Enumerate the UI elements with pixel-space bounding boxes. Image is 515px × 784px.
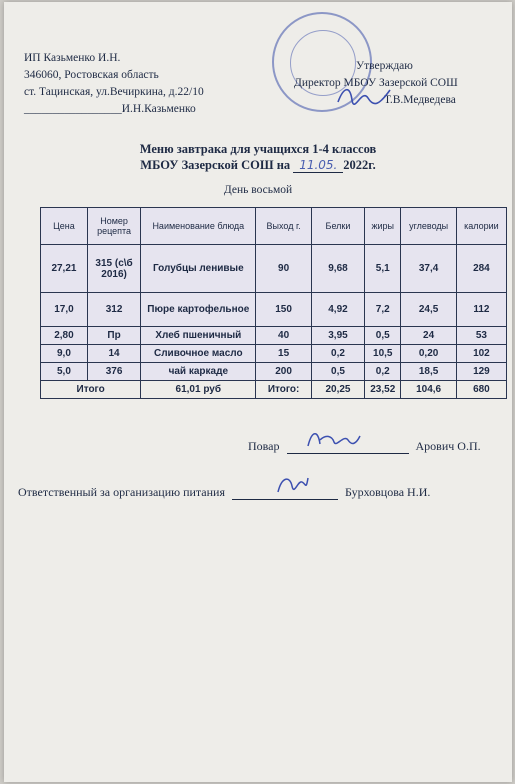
cook-signature xyxy=(304,426,364,452)
cell-fats: 0,2 xyxy=(365,363,401,381)
table-row xyxy=(41,245,507,293)
header-left xyxy=(24,50,204,118)
cell-fats: 5,1 xyxy=(365,245,401,293)
cook-label: Повар xyxy=(248,439,280,453)
header-left-line2: 346060, Ростовская область xyxy=(24,69,159,81)
header-left-line4: _________________И.Н.Казьменко xyxy=(24,103,196,115)
cell-kcal: 102 xyxy=(456,345,506,363)
responsible-signature xyxy=(272,472,312,498)
cell-proteins: 4,92 xyxy=(311,293,364,327)
cell-recipe: 14 xyxy=(87,345,140,363)
cell-carbs: 18,5 xyxy=(401,363,456,381)
menu-title: Меню завтрака для учащихся 1-4 классов xyxy=(139,142,377,156)
cook-signature-blank xyxy=(287,453,409,454)
col-kcal: калории xyxy=(456,208,506,245)
responsible-signature-line xyxy=(18,485,430,500)
cell-proteins: 0,5 xyxy=(311,363,364,381)
total-label: Итого xyxy=(41,381,141,399)
menu-date: 11.05. xyxy=(293,158,343,173)
cell-proteins: 0,2 xyxy=(311,345,364,363)
approve-label: Утверждаю xyxy=(356,60,413,72)
cell-carbs: 37,4 xyxy=(401,245,456,293)
responsible-signature-blank xyxy=(232,499,338,500)
cell-dish: Сливочное масло xyxy=(141,345,256,363)
total-label-2: Итого: xyxy=(256,381,311,399)
cell-yield: 200 xyxy=(256,363,311,381)
col-proteins: Белки xyxy=(311,208,364,245)
cell-price: 5,0 xyxy=(41,363,88,381)
cell-fats: 0,5 xyxy=(365,327,401,345)
cell-proteins: 3,95 xyxy=(311,327,364,345)
cell-proteins: 9,68 xyxy=(311,245,364,293)
cell-dish: Голубцы ленивые xyxy=(141,245,256,293)
table-row xyxy=(41,345,507,363)
col-dish: Наименование блюда xyxy=(141,208,256,245)
cell-yield: 15 xyxy=(256,345,311,363)
cell-yield: 90 xyxy=(256,245,311,293)
cell-dish: Пюре картофельное xyxy=(141,293,256,327)
cell-carbs: 24 xyxy=(401,327,456,345)
cell-yield: 40 xyxy=(256,327,311,345)
cell-price: 2,80 xyxy=(41,327,88,345)
cell-carbs: 0,20 xyxy=(401,345,456,363)
table-row xyxy=(41,363,507,381)
cell-kcal: 129 xyxy=(456,363,506,381)
menu-table xyxy=(40,207,507,399)
total-row xyxy=(41,381,507,399)
cell-kcal: 112 xyxy=(456,293,506,327)
table-row xyxy=(41,293,507,327)
cell-recipe: Пр xyxy=(87,327,140,345)
cell-recipe: 315 (с\б 2016) xyxy=(87,245,140,293)
responsible-label: Ответственный за организацию питания xyxy=(18,485,225,499)
table-row xyxy=(41,327,507,345)
header-left-line3: ст. Тацинская, ул.Вечиркина, д.22/10 xyxy=(24,86,204,98)
day-label: День восьмой xyxy=(223,184,293,196)
cell-fats: 7,2 xyxy=(365,293,401,327)
cell-dish: Хлеб пшеничный xyxy=(141,327,256,345)
cook-name: Арович О.П. xyxy=(415,439,481,453)
total-kcal: 680 xyxy=(456,381,506,399)
cell-price: 17,0 xyxy=(41,293,88,327)
total-fats: 23,52 xyxy=(365,381,401,399)
menu-subtitle xyxy=(4,158,512,173)
cell-price: 27,21 xyxy=(41,245,88,293)
cell-carbs: 24,5 xyxy=(401,293,456,327)
total-price: 61,01 руб xyxy=(141,381,256,399)
director-name: Т.В.Медведева xyxy=(384,94,456,106)
total-proteins: 20,25 xyxy=(311,381,364,399)
responsible-name: Бурховцова Н.И. xyxy=(345,485,431,499)
col-recipe: Номер рецепта xyxy=(87,208,140,245)
subtitle-year: 2022г. xyxy=(343,158,376,172)
col-fats: жиры xyxy=(365,208,401,245)
director-signature xyxy=(334,80,394,110)
table-header-row xyxy=(41,208,507,245)
cell-dish: чай каркаде xyxy=(141,363,256,381)
cell-fats: 10,5 xyxy=(365,345,401,363)
cell-kcal: 53 xyxy=(456,327,506,345)
header-left-line1: ИП Казьменко И.Н. xyxy=(24,52,121,64)
col-carbs: углеводы xyxy=(401,208,456,245)
cell-price: 9,0 xyxy=(41,345,88,363)
document-page xyxy=(4,2,512,782)
cell-yield: 150 xyxy=(256,293,311,327)
subtitle-prefix: МБОУ Зазерской СОШ на xyxy=(140,158,291,172)
cook-signature-line xyxy=(248,439,481,454)
col-price: Цена xyxy=(41,208,88,245)
col-yield: Выход г. xyxy=(256,208,311,245)
director-title: Директор МБОУ Зазерской СОШ xyxy=(294,77,458,89)
total-carbs: 104,6 xyxy=(401,381,456,399)
cell-kcal: 284 xyxy=(456,245,506,293)
cell-recipe: 312 xyxy=(87,293,140,327)
cell-recipe: 376 xyxy=(87,363,140,381)
